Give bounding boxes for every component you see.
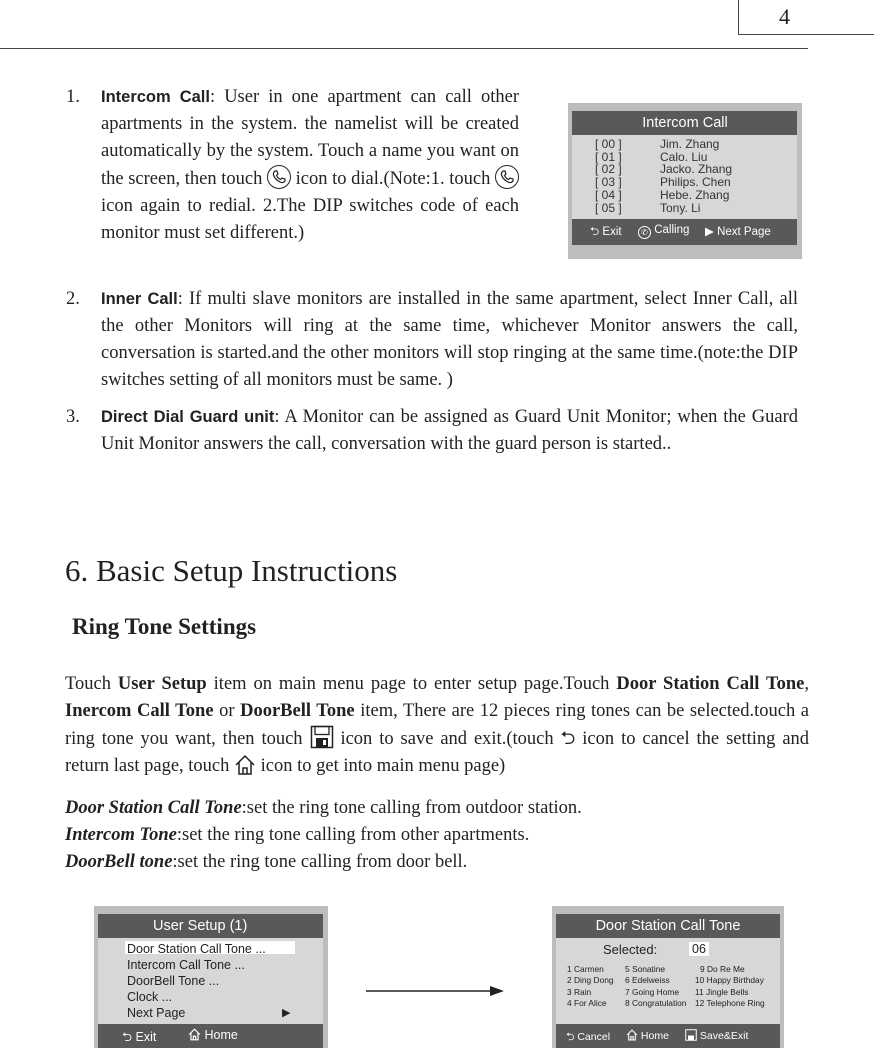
tone-item[interactable]: 1 Carmen [567,964,604,974]
page-number: 4 [779,4,790,29]
flow-arrow [366,984,506,1003]
menu-item-next-page[interactable]: Next Page [127,1006,186,1020]
user-setup-menu [98,938,323,1024]
screen-title: Door Station Call Tone [595,918,741,934]
section-title: 6. Basic Setup Instructions [65,553,398,588]
intercom-call-screen [568,103,802,259]
entry-id: [ 05 ] [595,200,622,215]
home-icon [626,1029,638,1044]
selected-label: Selected: [603,942,658,957]
definition-doorbell: DoorBell tone:set the ring tone calling from door bell. [65,852,468,872]
user-setup-screen [94,906,328,1048]
calling-button[interactable]: ✆ Calling [638,224,689,239]
back-arrow-icon: ⮌ [566,1031,575,1043]
save-icon [685,1029,697,1044]
item-intercom-call: Intercom Call: User in one apartment can call other apartments in the system. the namelist will be created automatically by the system. Touch a name you want on the screen, then touch icon to dial.(Note:1. touch icon again to redial. 2.The DIP switches code of each monitor must set different.) [101,87,519,243]
intercom-namelist [572,135,797,219]
entry-id: [ 00 ] [595,137,622,151]
item-label: Intercom Call [101,88,210,106]
definition-intercom: Intercom Tone:set the ring tone calling from other apartments. [65,825,530,845]
phone-icon [267,165,291,189]
back-arrow-icon: ⮌ [590,226,600,238]
item-number-2: 2. [66,289,80,309]
item-inner-call: Inner Call: If multi slave monitors are installed in the same apartment, select Inner Call, all the other Monitors will ring at the same time, whichever Monitor answers the call, conversation is started.and the other monitors will stop ringing at the same time.(note:the DIP switches setting of all monitors must be same. ) [101,289,799,390]
back-arrow-icon: ⮌ [122,1030,133,1044]
item-direct-dial-guard: Direct Dial Guard unit: A Monitor can be assigned as Guard Unit Monitor; when the Guard Unit Monitor answers the call, conversation with the guard person is started.. [101,407,798,454]
screen-title: User Setup (1) [153,918,248,934]
next-page-button[interactable]: ▶ Next Page [705,226,771,238]
menu-item-intercom-call-tone[interactable]: Intercom Call Tone ... [127,958,245,972]
menu-item-doorbell-tone[interactable]: DoorBell Tone ... [127,974,220,988]
entry-id: [ 03 ] [595,175,622,190]
home-icon [188,1028,201,1044]
item-label: Direct Dial Guard unit [101,408,275,426]
entry-name[interactable]: Calo. Liu [660,149,708,164]
cancel-button[interactable]: ⮌ Cancel [566,1031,611,1043]
entry-name[interactable]: Philips. Chen [660,175,731,190]
header-rule [0,48,808,49]
menu-item-door-station-call-tone[interactable]: Door Station Call Tone ... [127,942,266,956]
screen-title: Intercom Call [642,115,728,131]
phone-icon [495,165,519,189]
selected-value: 06 [689,942,709,956]
exit-button[interactable]: ⮌ Exit [122,1030,157,1044]
entry-id: [ 02 ] [595,162,622,177]
home-button[interactable]: Home [626,1029,669,1044]
entry-id: [ 04 ] [595,187,622,202]
tone-item[interactable]: 10 Happy Birthday [695,975,764,986]
item-number-3: 3. [66,407,80,427]
tone-item[interactable]: 11 Jingle Bells [695,986,749,997]
entry-name[interactable]: Hebe. Zhang [660,187,730,202]
page-number-box [738,0,874,35]
save-icon [310,725,334,749]
tone-item[interactable]: 2 Ding Dong [567,975,614,986]
tone-item[interactable]: 6 Edelweiss [625,975,670,986]
entry-name[interactable]: Jim. Zhang [660,137,720,151]
door-station-tone-screen [552,906,784,1048]
tone-item[interactable]: 4 For Alice [567,997,607,1008]
exit-button[interactable]: ⮌ Exit [590,226,622,238]
home-icon [234,754,256,785]
tone-item[interactable]: 12 Telephone Ring [695,997,765,1008]
tone-item[interactable]: 7 Going Home [625,986,679,997]
next-arrow-icon: ▶ [282,1007,291,1019]
section-subtitle: Ring Tone Settings [72,614,257,639]
definitions-list [65,795,582,876]
phone-icon: ✆ [638,226,651,239]
ring-tone-paragraph: Touch User Setup item on main menu page to enter setup page.Touch Door Station Call Tone, Inercom Call Tone or DoorBell Tone item, There are 12 pieces ring tones can be selected.touch a ring tone you want, then touch icon to save and exit.(touch ⮌ icon to cancel the setting and return last page, touch icon to get into main menu page) [65,671,809,785]
item-number-1: 1. [66,87,80,107]
tone-item[interactable]: 5 Sonatine [625,964,666,974]
tone-item[interactable]: 8 Congratulation [625,997,687,1008]
entry-id: [ 01 ] [595,149,622,164]
item-label: Inner Call [101,290,178,308]
menu-item-clock[interactable]: Clock ... [127,990,173,1004]
home-button[interactable]: Home [188,1028,238,1044]
save-exit-button[interactable]: Save&Exit [685,1029,748,1044]
entry-name[interactable]: Jacko. Zhang [660,162,733,177]
tone-item[interactable]: 3 Rain [567,986,592,997]
play-arrow-icon: ▶ [705,226,714,238]
tone-item[interactable]: 9 Do Re Me [700,964,745,974]
tone-list-panel [556,938,780,1024]
definition-door-station: Door Station Call Tone:set the ring tone calling from outdoor station. [65,798,582,818]
back-arrow-icon: ⮌ [560,729,576,749]
entry-name[interactable]: Tony. Li [660,200,701,215]
